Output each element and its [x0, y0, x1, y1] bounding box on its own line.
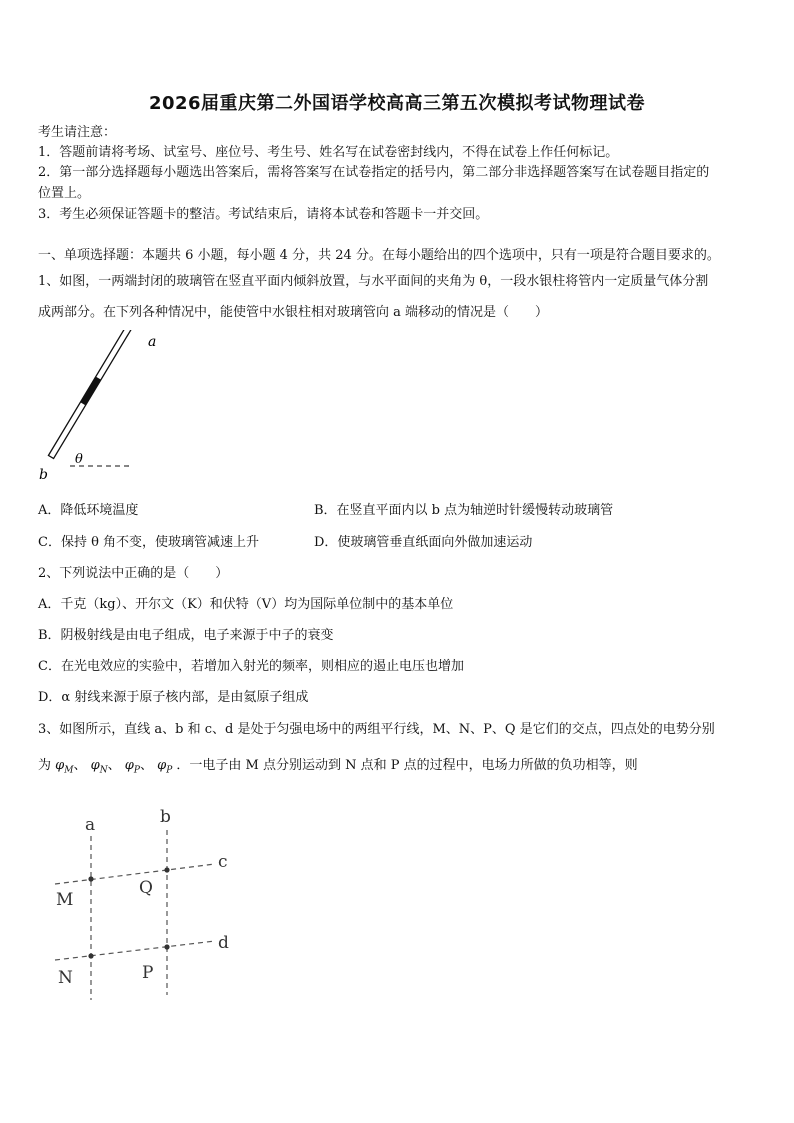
point-p — [164, 944, 169, 949]
page-title: 2026届重庆第二外国语学校高高三第五次模拟考试物理试卷 — [148, 93, 646, 114]
q3-stem-line2: 为 $\varphi_M$、 $\varphi_N$、 $\varphi_P$、 $\varphi_P$ ．一电子由 M 点分别运动到 N 点和 P 点的过程中，电场力所做的负功相等，则 — [38, 758, 638, 776]
q2-stem: 2、下列说法中正确的是（ ） — [38, 566, 229, 581]
q1-option-d: D．使玻璃管垂直纸面向外做加速运动 — [314, 535, 533, 550]
q3-field-figure — [50, 800, 240, 1010]
label-n: N — [58, 968, 73, 988]
glass-tube — [48, 330, 130, 459]
q3-suffix: ．一电子由 M 点分别运动到 N 点和 P 点的过程中，电场力所做的负功相等，则 — [176, 758, 638, 773]
phi-n: $\varphi_N$ — [90, 758, 108, 776]
mercury-column — [80, 377, 101, 406]
label-a: a — [148, 334, 157, 350]
phi-p-1: $\varphi_P$ — [124, 758, 140, 776]
notice-heading: 考生请注意： — [38, 125, 117, 140]
q3-prefix: 为 — [38, 758, 52, 773]
label-line-c: c — [218, 852, 228, 872]
line-d — [55, 941, 215, 960]
phi-m: $\varphi_M$ — [55, 758, 74, 776]
label-b: b — [39, 467, 48, 483]
q1-option-c: C．保持 θ 角不变，使玻璃管减速上升 — [38, 535, 260, 550]
q1-stem-line1: 1、如图，一两端封闭的玻璃管在竖直平面内倾斜放置，与水平面间的夹角为 θ，一段水银柱将管内一定质量气体分割 — [38, 274, 709, 289]
point-q — [164, 867, 169, 872]
section-heading: 一、单项选择题：本题共 6 小题，每小题 4 分，共 24 分。在每小题给出的四个选项中，只有一项是符合题目要求的。 — [38, 248, 720, 263]
q1-tube-figure — [30, 330, 190, 485]
notice-item-3: 3．考生必须保证答题卡的整洁。考试结束后，请将本试卷和答题卡一并交回。 — [38, 207, 489, 222]
label-line-a: a — [85, 815, 96, 835]
point-m — [88, 876, 93, 881]
q2-option-c: C．在光电效应的实验中，若增加入射光的频率，则相应的遏止电压也增加 — [38, 659, 464, 674]
notice-item-1: 1．答题前请将考场、试室号、座位号、考生号、姓名写在试卷密封线内，不得在试卷上作任何标记。 — [38, 145, 619, 160]
q1-stem-line2: 成两部分。在下列各种情况中，能使管中水银柱相对玻璃管向 a 端移动的情况是（ ） — [38, 305, 549, 320]
q2-option-b: B．阴极射线是由电子组成，电子来源于中子的衰变 — [38, 628, 334, 643]
phi-p-2: $\varphi_P$ — [157, 758, 173, 776]
line-c — [55, 864, 215, 884]
label-m: M — [56, 890, 74, 910]
label-q: Q — [139, 878, 153, 898]
label-line-b: b — [160, 807, 171, 827]
notice-item-2: 2．第一部分选择题每小题选出答案后，需将答案写在试卷指定的括号内，第二部分非选择题答案写在试卷题目指定的 — [38, 165, 710, 180]
label-theta: θ — [75, 452, 83, 467]
q1-option-a: A．降低环境温度 — [38, 503, 139, 518]
q2-option-a: A．千克（kg）、开尔文（K）和伏特（V）均为国际单位制中的基本单位 — [38, 597, 454, 612]
point-n — [88, 953, 93, 958]
label-p: P — [142, 963, 154, 983]
q3-stem-line1: 3、如图所示，直线 a、b 和 c、d 是处于匀强电场中的两组平行线，M、N、P、Q 是它们的交点，四点处的电势分别 — [38, 722, 715, 737]
label-line-d: d — [218, 933, 229, 953]
q2-option-d: D．α 射线来源于原子核内部，是由氦原子组成 — [38, 690, 309, 705]
q1-option-b: B．在竖直平面内以 b 点为轴逆时针缓慢转动玻璃管 — [314, 503, 614, 518]
notice-item-2-cont: 位置上。 — [38, 186, 91, 201]
